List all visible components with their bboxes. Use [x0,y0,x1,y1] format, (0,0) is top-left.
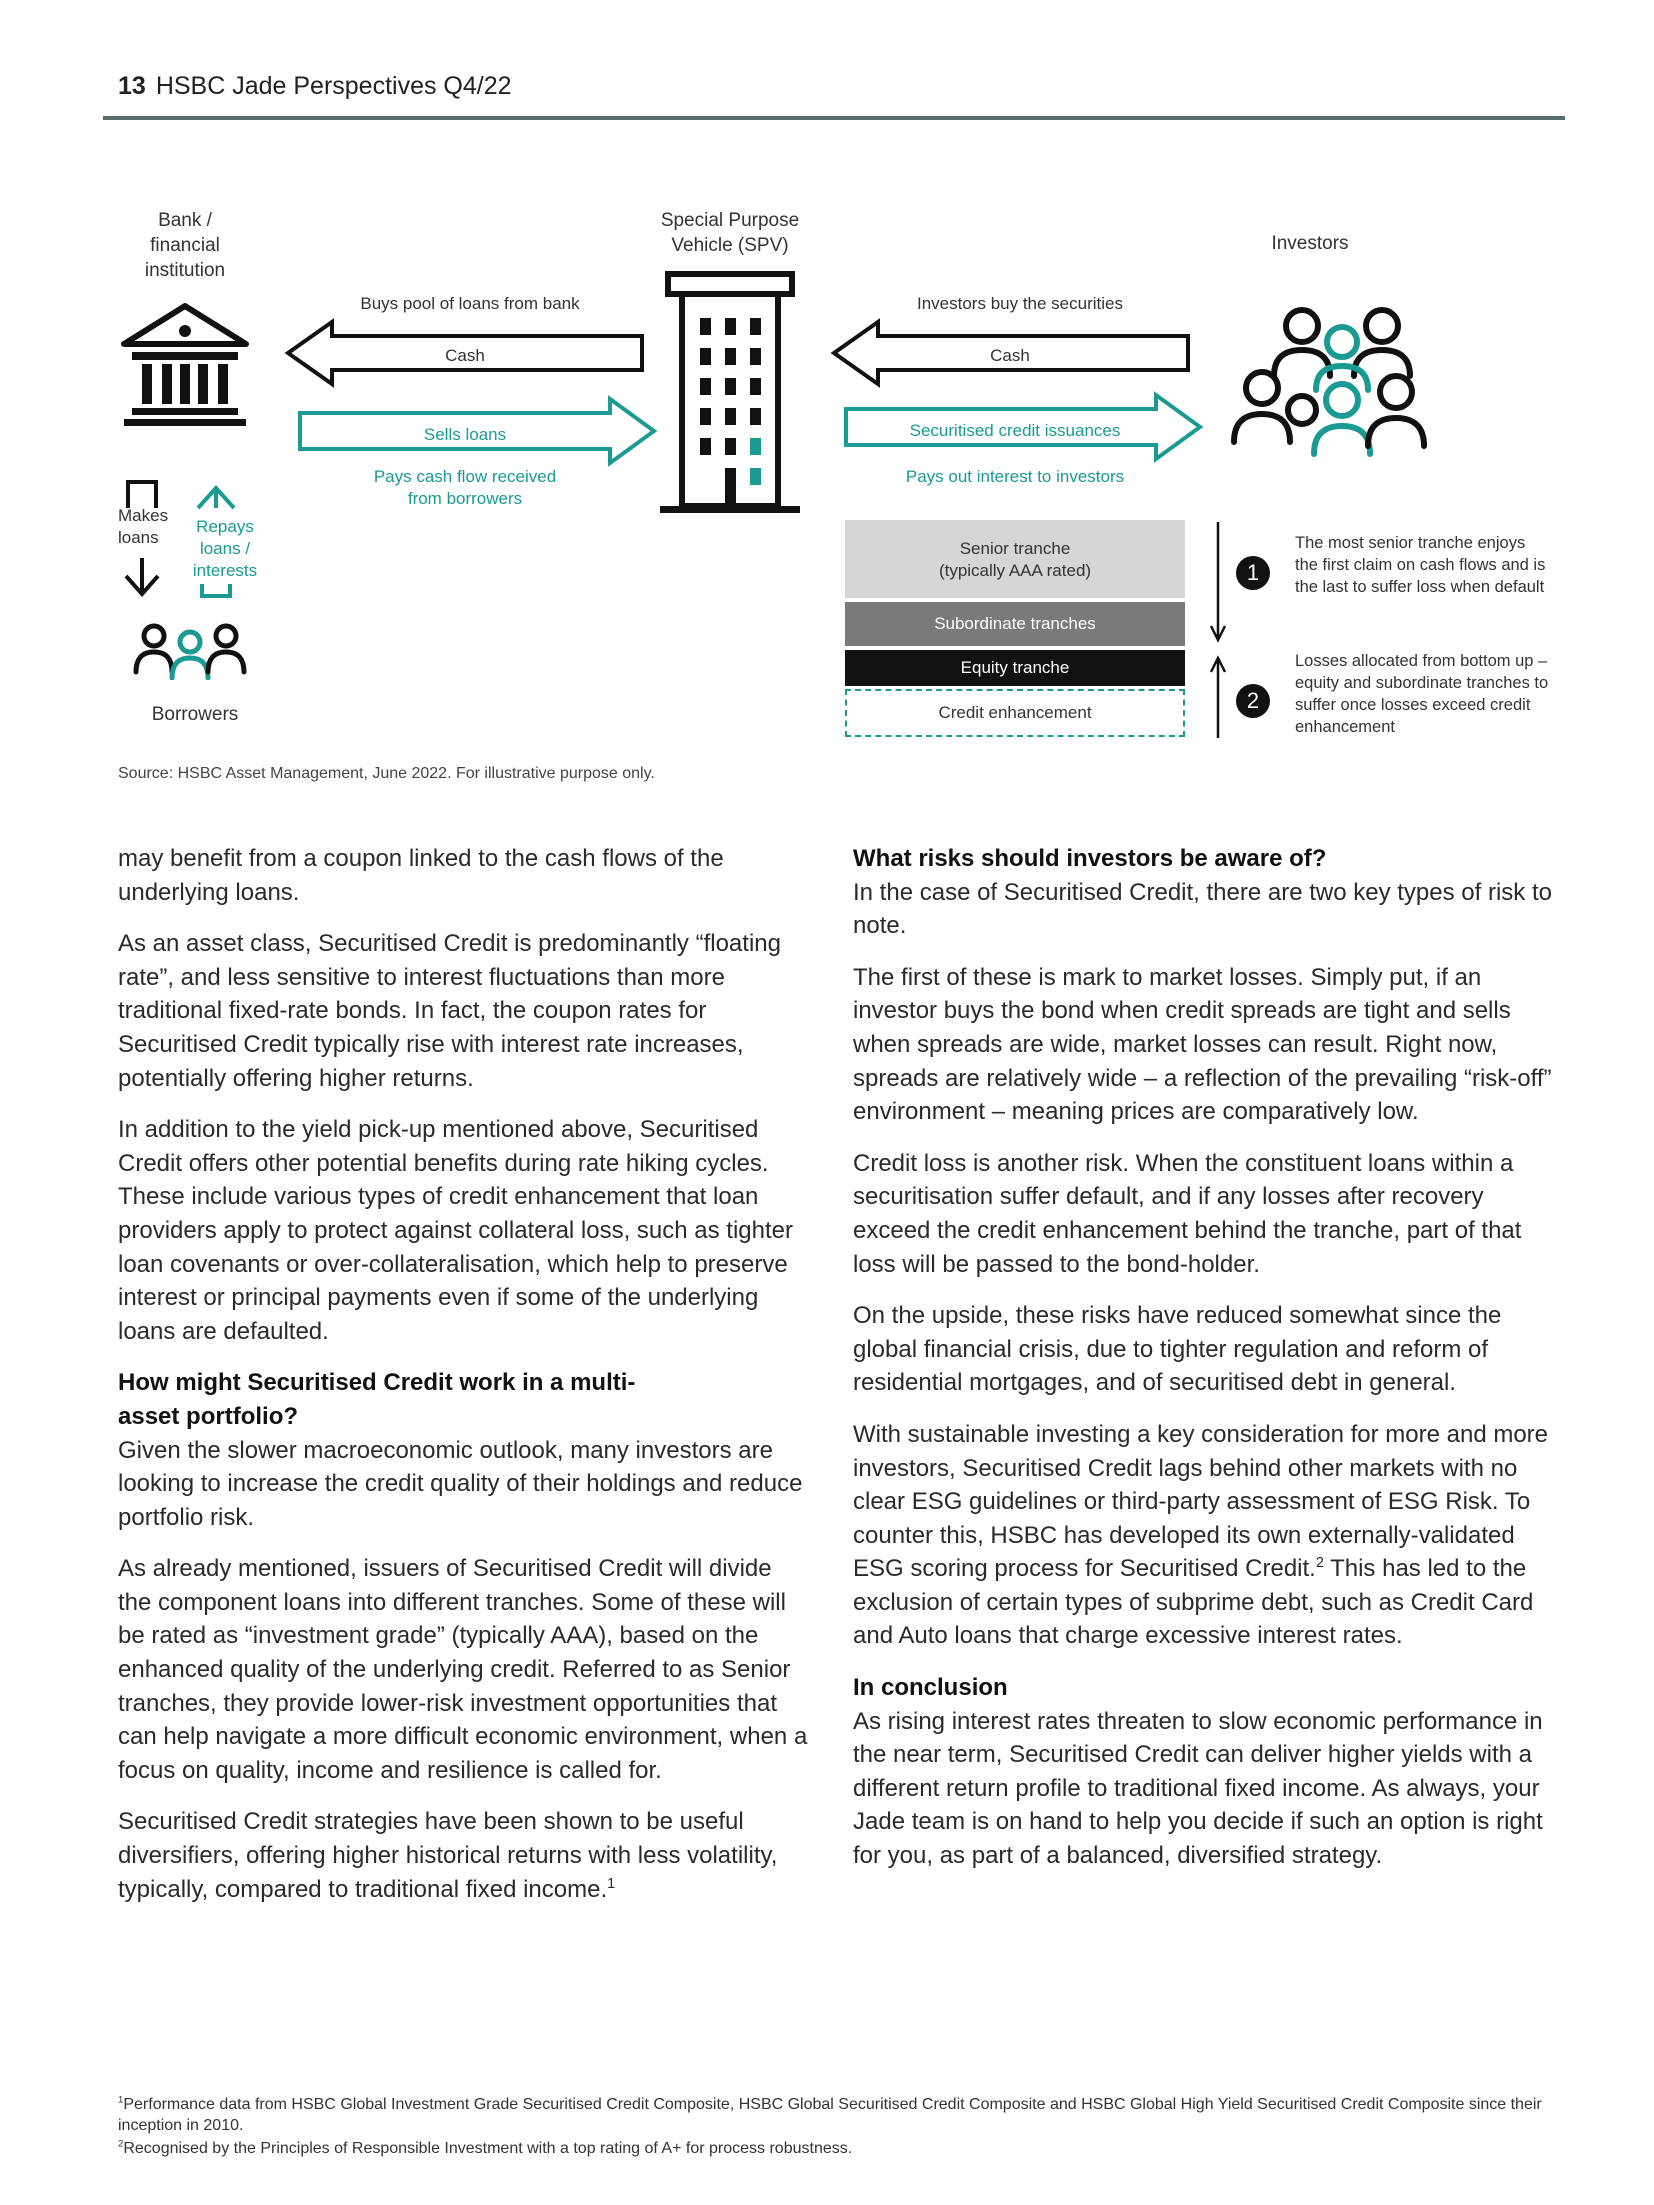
footnote-text: Recognised by the Principles of Responsible Investment with a top rating of A+ for process robustness. [123,2140,853,2157]
senior-tranche-note: The most senior tranche enjoys the first claim on cash flows and is the last to suffer loss when default [1295,534,1546,596]
bank-icon [120,300,250,430]
investors-label: Investors [1271,233,1349,254]
paragraph: The first of these is mark to market losses. Simply put, if an investor buys the bond when credit spreads are tight and sells when spreads are wide, market losses can result. Right now, spreads are relatively wide – a reflection of the prevailing “risk-off” environment – meaning prices are comparatively low. [853,963,1552,1126]
investors-buy-label: Investors buy the securities [917,294,1123,313]
footnote-1 [118,2094,1558,2136]
senior-tranche-box: Senior tranche (typically AAA rated) [845,520,1185,598]
page-number: 13 [118,72,146,100]
step-1-badge: 1 [1236,556,1270,590]
section-heading: How might Securitised Credit work in a multi-asset portfolio? [118,1369,636,1430]
paragraph: may benefit from a coupon linked to the cash flows of the underlying loans. [118,845,724,906]
page-header [118,72,512,101]
paragraph: As already mentioned, issuers of Securitised Credit will divide the component loans into different tranches. Some of these will be rated as “investment grade” (typically AAA), based on the enhanced quality of the underlying credit. Referred to as Senior tranches, they provide lower-risk investment opportunities that can help navigate a more difficult economic environment, when a focus on quality, income and resilience is called for. [118,1555,808,1784]
footnote-ref: 1 [607,1875,616,1892]
footnote-text: Performance data from HSBC Global Investment Grade Securitised Credit Composite, HSBC Global Securitised Credit Composite and HSBC Global High Yield Securitised Credit Composite since their inception in 2010. [118,2096,1542,2134]
left-column [118,842,808,1924]
pays-interest-label: Pays out interest to investors [905,467,1125,486]
cash-right-label: Cash [990,346,1030,365]
footnote-ref: 2 [1315,1555,1324,1572]
paragraph: As an asset class, Securitised Credit is predominantly “floating rate”, and less sensitive to interest fluctuations than more traditional fixed-rate bonds. In fact, the coupon rates for Securitised Credit typically rise with interest rate increases, potentially offering higher returns. [118,930,781,1092]
loss-direction-arrows [1208,520,1228,740]
paragraph: In the case of Securitised Credit, there are two key types of risk to note. [853,878,1552,940]
loss-allocation-note: Losses allocated from bottom up – equity and subordinate tranches to suffer once losses exceed credit enhancement [1295,652,1549,736]
sells-loans-label: Sells loans [423,425,507,444]
footnote-mark: 1 [118,2094,124,2106]
paragraph [853,1418,1553,1653]
paragraph-text: With sustainable investing a key consideration for more and more investors, Securitised Credit lags behind other markets with no clear ESG guidelines or third-party assessment of ESG Risk. To counter this, HSBC has developed its own externally-validated ESG scoring process for Securitised Credit. [853,1420,1549,1583]
borrowers-label: Borrowers [151,704,239,725]
subordinate-tranche-box: Subordinate tranches [845,602,1185,646]
borrowers-icon [132,622,248,680]
footnote-2 [118,2138,1558,2159]
header-rule [103,116,1565,120]
cash-left-label: Cash [445,346,485,365]
section-heading: What risks should investors be aware of? [853,845,1327,872]
right-column [853,842,1553,1891]
paragraph-text: Securitised Credit strategies have been shown to be useful diversifiers, offering higher historical returns with less volatility, typically, compared to traditional fixed income. [118,1808,778,1903]
paragraph: Credit loss is another risk. When the constituent loans within a securitisation suffer default, and if any losses after recovery exceed the credit enhancement behind the tranche, part of that loss will be passed to the bond-holder. [853,1149,1522,1278]
step-2-badge: 2 [1236,684,1270,718]
publication-title: HSBC Jade Perspectives Q4/22 [155,72,512,100]
bank-label: Bank / financial institution [144,210,226,281]
repays-loans-label: Repays loans / interests [192,517,258,580]
makes-loans-label: Makes loans [118,506,169,547]
pays-cash-flow-label: Pays cash flow received from borrowers [373,467,557,508]
paragraph-text: This has led to the exclusion of certain types of subprime debt, such as Credit Card and Auto loans that charge excessive interest rates. [853,1555,1534,1650]
paragraph: In addition to the yield pick-up mentioned above, Securitised Credit offers other potential benefits during rate hiking cycles. These include various types of credit enhancement that loan providers apply to protect against collateral loss, such as tighter loan covenants or over-collateralisation, which help to preserve interest or principal payments even if some of the underlying loans are defaulted. [118,1116,794,1345]
investors-group-icon [1218,300,1438,460]
footnote-mark: 2 [118,2138,124,2150]
spv-label: Special Purpose Vehicle (SPV) [660,210,800,256]
paragraph: On the upside, these risks have reduced somewhat since the global financial crisis, due to tighter regulation and reform of residential mortgages, and of securitised debt in general. [853,1302,1502,1397]
section-heading: In conclusion [853,1674,1008,1702]
diagram-source: Source: HSBC Asset Management, June 2022. For illustrative purpose only. [118,765,655,782]
credit-enhancement-box: Credit enhancement [845,689,1185,737]
issuances-label: Securitised credit issuances [909,421,1121,440]
equity-tranche-box: Equity tranche [845,650,1185,686]
paragraph: Given the slower macroeconomic outlook, many investors are looking to increase the credit quality of their holdings and reduce portfolio risk. [118,1436,803,1531]
paragraph [118,1805,808,1906]
buys-pool-label: Buys pool of loans from bank [360,294,580,313]
paragraph: As rising interest rates threaten to slow economic performance in the near term, Securitised Credit can deliver higher yields with a different return profile to traditional fixed income. As always, your Jade team is on hand to help you decide if such an option is right for you, as part of a balanced, diversified strategy. [853,1707,1543,1870]
spv-building-icon [660,268,800,516]
